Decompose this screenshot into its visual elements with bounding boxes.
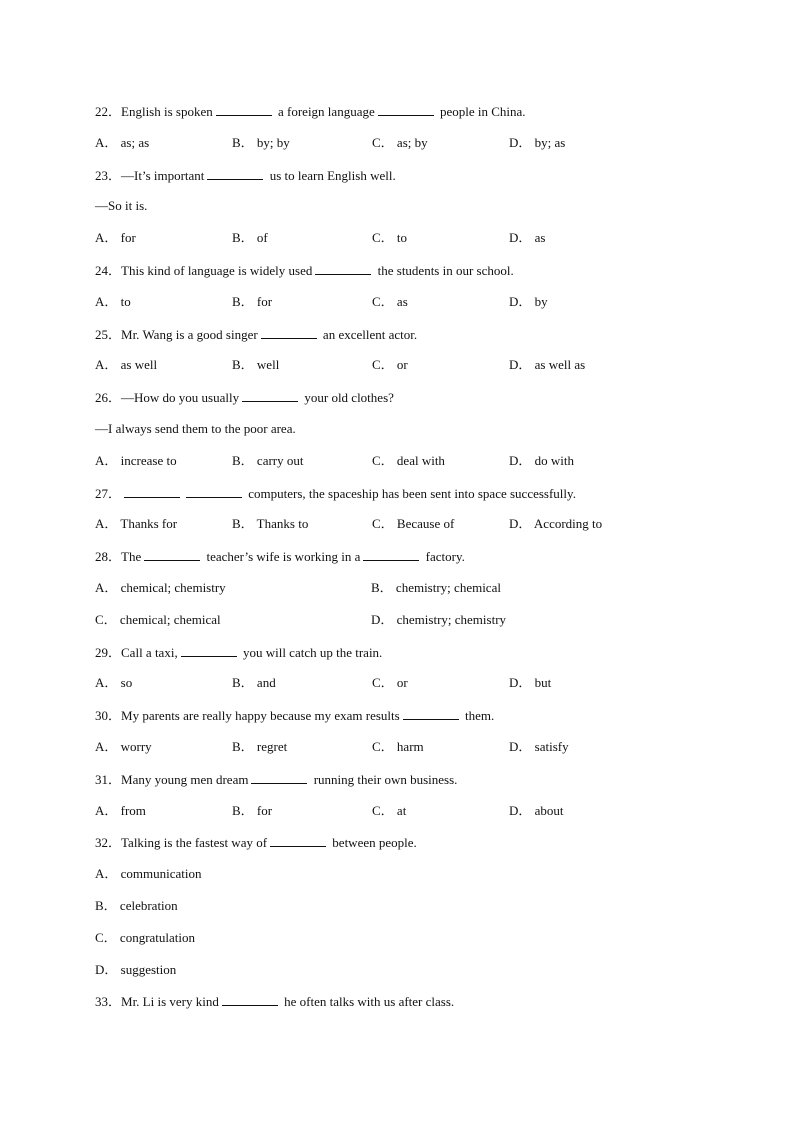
- question-text: the students in our school.: [374, 263, 514, 278]
- option-row: [95, 230, 735, 246]
- answer-option: B． and: [232, 675, 276, 691]
- question-text: teacher’s wife is working in a: [203, 549, 361, 565]
- answer-option: D． by; as: [509, 134, 566, 150]
- option-row: [95, 675, 735, 691]
- answer-option: B． well: [232, 357, 280, 373]
- option-row: [95, 357, 735, 373]
- question-text: My parents are really happy because my exam results: [121, 708, 400, 724]
- question-number: 33．: [95, 994, 122, 1010]
- answer-blank: [315, 262, 371, 275]
- option-row: [95, 803, 735, 819]
- answer-option: C． chemical; chemical: [95, 611, 221, 627]
- question-number: 28．: [95, 549, 122, 565]
- answer-option: C． harm: [372, 739, 424, 754]
- question-text: a foreign language: [274, 104, 375, 119]
- answer-option: C． as; by: [372, 134, 428, 150]
- option-row: [95, 739, 735, 755]
- question-text: Mr. Wang is a good singer: [121, 326, 258, 342]
- answer-option: B． Thanks to: [232, 516, 309, 532]
- question-text: you will catch up the train.: [239, 644, 383, 660]
- answer-option: D． about: [509, 802, 564, 818]
- answer-blank: [261, 326, 317, 339]
- answer-option: D． According to: [509, 516, 603, 532]
- answer-option: C． congratulation: [95, 929, 196, 945]
- option-row: [95, 580, 735, 596]
- answer-blank: [124, 485, 180, 498]
- question-text: Mr. Li is very kind: [121, 994, 219, 1010]
- option-row: [95, 962, 735, 978]
- answer-option: B． for: [232, 802, 273, 818]
- option-row: [95, 516, 735, 532]
- answer-option: A． chemical; chemistry: [95, 580, 226, 595]
- option-row: [95, 866, 735, 882]
- answer-option: D． satisfy: [509, 739, 569, 754]
- answer-option: B． by; by: [232, 134, 290, 150]
- answer-blank: [216, 103, 272, 116]
- answer-option: D． do with: [509, 452, 575, 468]
- dialogue-reply: —I always send them to the poor area.: [95, 421, 296, 436]
- answer-option: A． from: [95, 802, 146, 818]
- question-text: This kind of language is widely used: [121, 263, 313, 278]
- answer-blank: [251, 771, 307, 784]
- question-text: your old clothes?: [301, 390, 394, 406]
- question-text: Talking is the fastest way of: [121, 835, 268, 851]
- answer-blank: [222, 993, 278, 1006]
- answer-option: B． celebration: [95, 898, 178, 913]
- answer-option: A． communication: [95, 866, 202, 882]
- option-row: [95, 294, 735, 310]
- answer-option: A． as; as: [95, 134, 150, 150]
- answer-blank: [181, 644, 237, 657]
- answer-option: A． as well: [95, 357, 158, 373]
- answer-option: A． to: [95, 293, 131, 309]
- question-number: 27．: [95, 485, 122, 501]
- answer-option: C． to: [372, 230, 408, 246]
- question-stem: [95, 993, 454, 1010]
- question-text: between people.: [329, 835, 417, 851]
- question-stem: [95, 326, 417, 343]
- answer-option: D． as well as: [509, 357, 586, 373]
- answer-option: C． or: [372, 357, 408, 373]
- question-text: people in China.: [436, 104, 526, 119]
- question-number: 32．: [95, 835, 122, 851]
- answer-option: D． as: [509, 230, 546, 246]
- question-stem: [95, 707, 494, 724]
- answer-blank: [363, 548, 419, 561]
- option-row: [95, 898, 735, 914]
- answer-option: D． chemistry; chemistry: [371, 611, 507, 627]
- answer-option: C． as: [372, 293, 408, 309]
- question-text: factory.: [422, 549, 465, 565]
- answer-option: C． or: [372, 675, 408, 691]
- question-number: 22．: [95, 104, 122, 119]
- answer-blank: [186, 485, 242, 498]
- question-number: 26．: [95, 390, 122, 406]
- option-row: [95, 135, 735, 151]
- question-number: 29．: [95, 644, 122, 660]
- answer-blank: [378, 103, 434, 116]
- question-text: —How do you usually: [121, 390, 240, 406]
- question-number: 25．: [95, 326, 122, 342]
- answer-option: A． increase to: [95, 452, 177, 468]
- answer-blank: [144, 548, 200, 561]
- answer-option: C． at: [372, 802, 407, 818]
- question-number: 31．: [95, 771, 122, 787]
- question-stem: [95, 548, 465, 565]
- question-stem: [95, 644, 382, 661]
- question-text: he often talks with us after class.: [280, 994, 455, 1010]
- question-number: 23．: [95, 167, 122, 183]
- question-stem: [95, 103, 526, 120]
- question-text: English is spoken: [121, 104, 213, 119]
- question-stem: [95, 167, 396, 184]
- question-stem: [95, 834, 417, 851]
- answer-option: B． of: [232, 230, 268, 246]
- answer-option: B． for: [232, 293, 273, 309]
- option-row: [95, 612, 735, 628]
- answer-blank: [207, 167, 263, 180]
- question-text: an excellent actor.: [319, 326, 418, 342]
- answer-option: D． by: [509, 293, 548, 309]
- answer-option: C． Because of: [372, 516, 455, 532]
- answer-option: A． for: [95, 230, 136, 246]
- question-text: running their own business.: [310, 771, 458, 787]
- answer-option: C． deal with: [372, 452, 445, 468]
- question-number: 30．: [95, 708, 122, 724]
- answer-blank: [270, 834, 326, 847]
- dialogue-reply: —So it is.: [95, 198, 148, 214]
- answer-option: D． but: [509, 675, 552, 691]
- answer-blank: [403, 707, 459, 720]
- answer-blank: [242, 389, 298, 402]
- answer-option: A． Thanks for: [95, 516, 178, 532]
- answer-option: D． suggestion: [95, 961, 177, 977]
- question-text: computers, the spaceship has been sent into space successfully.: [245, 485, 576, 501]
- question-text: —It’s important: [121, 167, 205, 183]
- answer-option: B． carry out: [232, 452, 304, 468]
- question-stem: [95, 485, 576, 502]
- question-text: Call a taxi,: [121, 644, 178, 660]
- option-row: [95, 930, 735, 946]
- question-text: The: [121, 549, 142, 565]
- answer-option: A． worry: [95, 739, 152, 754]
- question-text: them.: [461, 708, 495, 724]
- option-row: [95, 453, 735, 469]
- question-text: Many young men dream: [121, 771, 249, 787]
- answer-option: A． so: [95, 675, 133, 691]
- question-number: 24．: [95, 263, 122, 278]
- answer-option: B． chemistry; chemical: [371, 580, 501, 595]
- question-text: us to learn English well.: [266, 167, 396, 183]
- question-stem: [95, 389, 394, 406]
- answer-option: B． regret: [232, 739, 288, 754]
- question-stem: [95, 262, 514, 279]
- question-stem: [95, 771, 457, 788]
